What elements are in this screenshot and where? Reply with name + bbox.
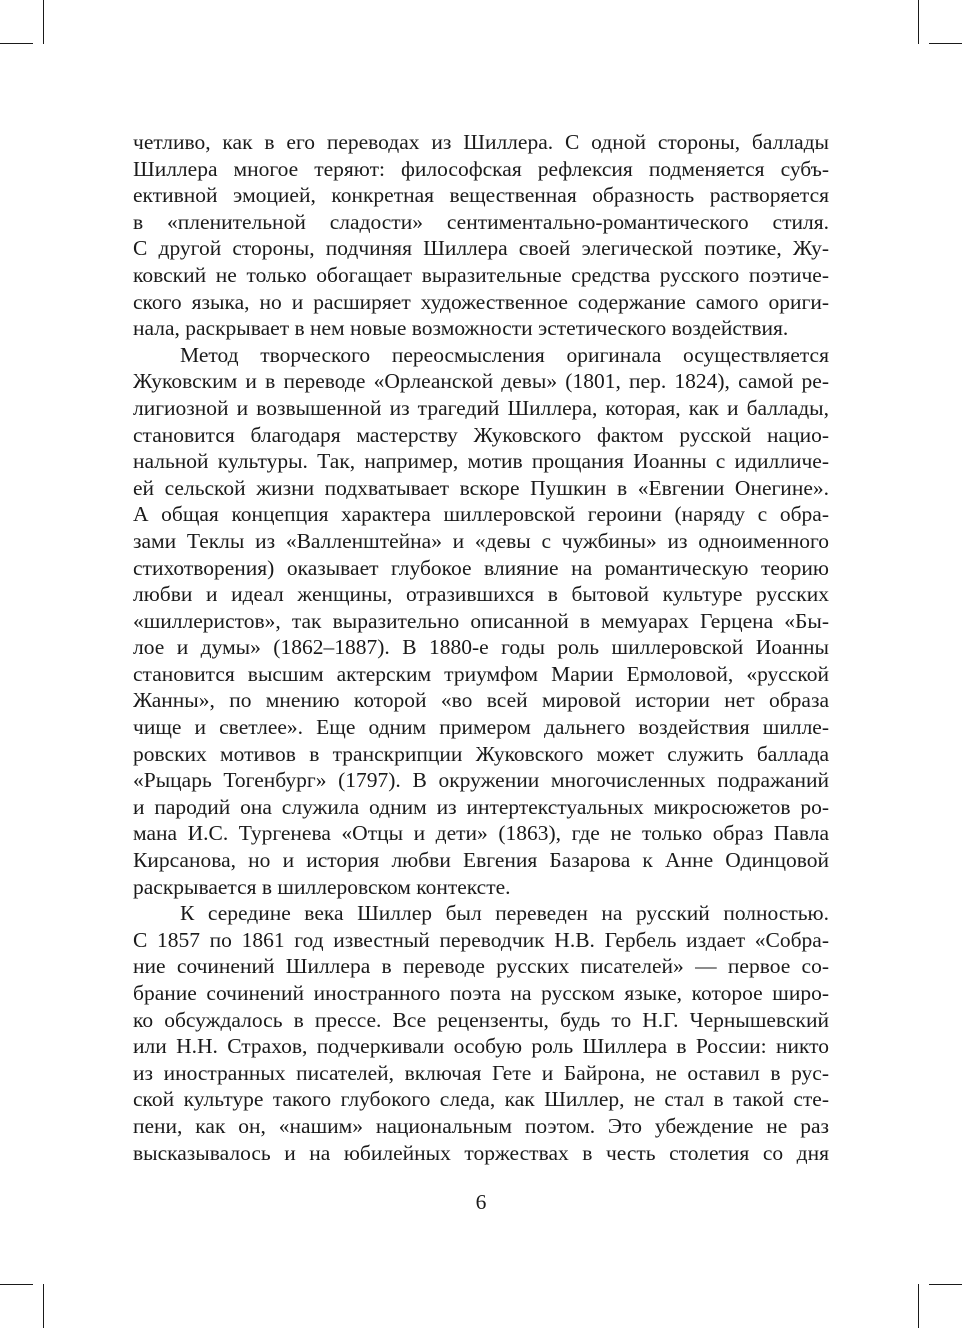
- crop-mark-top-left: [0, 43, 33, 44]
- text-line: высказывалось и на юбилейных торжествах в честь столетия со дня: [133, 1140, 829, 1165]
- crop-mark-bottom-right: [929, 1284, 962, 1285]
- text-line: зами Теклы из «Валленштейна» и «девы с чужбины» из одноименного: [133, 528, 829, 553]
- text-line: ко обсуждалось в прессе. Все рецензенты, будь то Н.Г. Чернышевский: [133, 1007, 829, 1032]
- text-line: Жанны», по мнению которой «во всей мировой истории нет образа: [133, 688, 829, 713]
- text-line: С 1857 по 1861 год известный переводчик Н.В. Гербель издает «Собра-: [133, 927, 829, 952]
- text-line: ской культуре такого глубокого следа, как Шиллер, не стал в такой сте-: [133, 1087, 829, 1112]
- text-line: К середине века Шиллер был переведен на русский полностью.: [180, 901, 829, 926]
- text-line: нала, раскрывает в нем новые возможности эстетического воздействия.: [133, 316, 789, 341]
- text-line: ровских мотивов в транскрипции Жуковского может служить баллада: [133, 741, 829, 766]
- text-line: Метод творческого переосмысления оригинала осуществляется: [180, 342, 829, 367]
- text-line: нальной культуры. Так, например, мотив прощания Иоанны с идилличе-: [133, 449, 829, 474]
- text-line: в «пленительной сладости» сентиментально-романтического стиля.: [133, 209, 829, 234]
- text-line: пени, как он, «нашим» национальным поэтом. Это убеждение не раз: [133, 1113, 829, 1138]
- text-line: стихотворения) оказывает глубокое влияние на романтическую теорию: [133, 555, 829, 580]
- text-line: чище и светлее». Еще одним примером дальнего воздействия шилле-: [133, 715, 829, 740]
- text-line: ковский не только обогащает выразительные средства русского поэтиче-: [133, 262, 829, 287]
- text-line: из иностранных писателей, включая Гете и Байрона, не оставил в рус-: [133, 1060, 829, 1085]
- text-line: А общая концепция характера шиллеровской героини (наряду с обра-: [133, 502, 829, 527]
- text-line: Жуковским и в переводе «Орлеанской девы» (1801, пер. 1824), самой ре-: [133, 369, 829, 394]
- crop-mark-top-left: [43, 0, 44, 44]
- crop-mark-bottom-left: [0, 1284, 33, 1285]
- text-line: Кирсанова, но и история любви Евгения Базарова к Анне Одинцовой: [133, 848, 829, 873]
- text-line: ективной эмоцией, конкретная вещественная образность растворяется: [133, 183, 829, 208]
- body-text: [133, 129, 829, 1166]
- crop-mark-bottom-right: [918, 1284, 919, 1328]
- text-line: С другой стороны, подчиняя Шиллера своей элегической поэтике, Жу-: [133, 236, 829, 261]
- text-line: ние сочинений Шиллера в переводе русских писателей» — первое со-: [133, 954, 829, 979]
- text-line: становится высшим актерским триумфом Марии Ермоловой, «русской: [133, 661, 829, 686]
- page-number: 6: [475, 1190, 487, 1214]
- text-line: ского языка, но и расширяет художественное содержание самого ориги-: [133, 289, 829, 314]
- text-line: раскрывается в шиллеровском контексте.: [133, 874, 511, 899]
- text-line: «шиллеристов», так выразительно описанной в мемуарах Герцена «Бы-: [133, 608, 829, 633]
- text-line: ей сельской жизни подхватывает вскоре Пушкин в «Евгении Онегине».: [133, 475, 829, 500]
- text-line: лигиозной и возвышенной из трагедий Шиллера, которая, как и баллады,: [133, 395, 829, 420]
- paragraph: [133, 129, 829, 342]
- text-line: и пародий она служила одним из интертекстуальных микросюжетов ро-: [133, 794, 829, 819]
- text-line: Шиллера многое теряют: философская рефлексия подменяется субъ-: [133, 156, 829, 181]
- text-line: лое и думы» (1862–1887). В 1880-е годы роль шиллеровской Иоанны: [133, 635, 829, 660]
- crop-mark-top-right: [918, 0, 919, 44]
- paragraph: [133, 342, 829, 900]
- crop-mark-bottom-left: [43, 1284, 44, 1328]
- paragraph: [133, 900, 829, 1166]
- text-line: брание сочинений иностранного поэта на русском языке, которое широ-: [133, 981, 829, 1005]
- text-line: или Н.Н. Страхов, подчеркивали особую роль Шиллера в России: никто: [133, 1034, 829, 1059]
- text-line: становится благодаря мастерству Жуковского фактом русской нацио-: [133, 422, 829, 447]
- text-line: четливо, как в его переводах из Шиллера. С одной стороны, баллады: [133, 130, 829, 154]
- text-line: любви и идеал женщины, отразившихся в бытовой культуре русских: [133, 582, 829, 607]
- text-line: мана И.С. Тургенева «Отцы и дети» (1863), где не только образ Павла: [133, 821, 829, 846]
- text-line: «Рыцарь Тогенбург» (1797). В окружении многочисленных подражаний: [133, 768, 829, 793]
- crop-mark-top-right: [929, 43, 962, 44]
